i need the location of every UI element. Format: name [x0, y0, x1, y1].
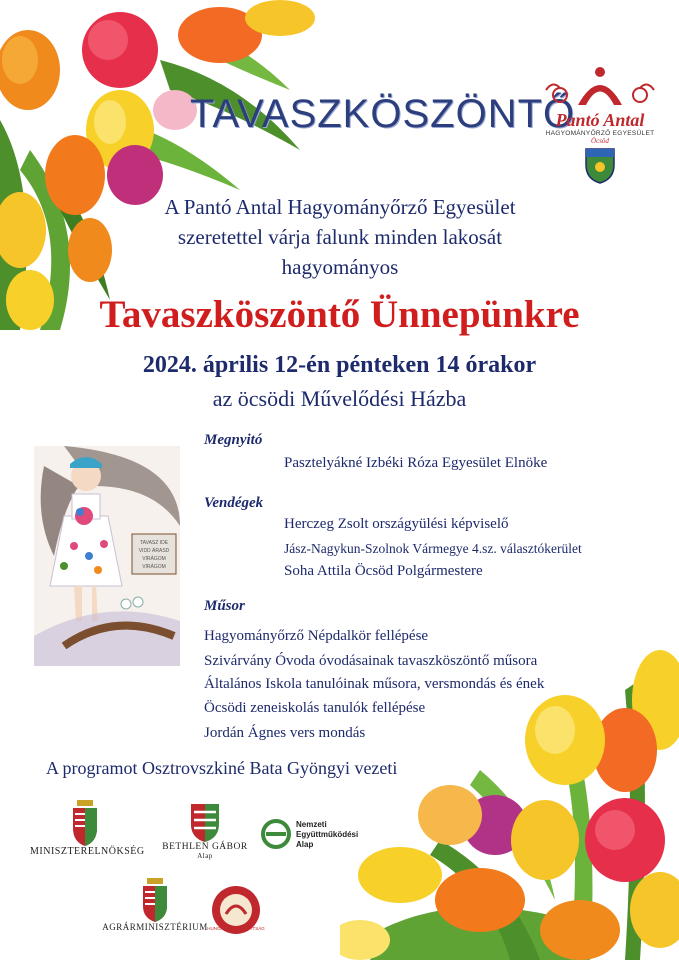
program-guest-line: Jász-Nagykun-Szolnok Vármegye 4.sz. választókerület: [284, 541, 582, 556]
program-show-line: Szivárvány Óvoda óvodásainak tavaszköszöntő műsora: [204, 653, 538, 669]
event-title: Tavaszköszöntő Ünnepünkre: [99, 293, 580, 336]
folk-ornament-icon: [538, 60, 662, 110]
sponsor-logo-bethlen: [160, 802, 250, 860]
folk-girl-illustration: [34, 446, 180, 666]
poster-title: TAVASZKÖSZÖNTŐ: [190, 92, 576, 136]
ministry-pm-label: MINISZTERELNÖKSÉG: [30, 846, 145, 857]
sign-line-1: TAVASZ IDE: [139, 540, 169, 546]
program-show-heading: Műsor: [204, 598, 245, 614]
sponsor-logo-agrar: [100, 878, 210, 932]
sign-line-4: VIRÁGOM: [142, 564, 166, 570]
program-guests-heading: Vendégek: [204, 495, 264, 511]
bethlen-shield-icon: [160, 802, 250, 842]
organizer-line: A programot Osztrovszkiné Bata Gyöngyi vezeti: [46, 758, 398, 778]
nemzeti-line-3: Alap: [296, 840, 314, 849]
nemzeti-fund-icon: [260, 818, 292, 850]
bethlen-sublabel: Alap: [197, 852, 213, 860]
organization-logo: [538, 60, 662, 200]
hungarikum-label: HUNGARIKUM BIZOTTSÁG: [207, 926, 265, 931]
hungarian-coat-of-arms-icon: [30, 800, 140, 846]
sign-line-2: VIDD ÁRASD: [138, 548, 170, 554]
nemzeti-line-1: Nemzeti: [296, 820, 327, 829]
org-logo-name: Pantó Antal: [555, 110, 645, 130]
sponsor-logo-nemzeti: [260, 818, 380, 854]
sign-line-3: VIRÁGOM: [142, 556, 166, 562]
program-show-line: Általános Iskola tanulóinak műsora, versmondás és ének: [204, 676, 545, 692]
program-guest-line: Soha Attila Öcsöd Polgármestere: [284, 563, 483, 579]
bethlen-label: BETHLEN GÁBOR: [162, 842, 248, 852]
program-show-line: Öcsödi zeneiskolás tanulók fellépése: [204, 700, 426, 716]
program-guest-line: Herczeg Zsolt országyülési képviselő: [284, 516, 509, 532]
tulip-bouquet-top-left: [0, 0, 320, 340]
org-logo-place: Öcsöd: [591, 137, 609, 145]
program-show-line: Hagyományőrző Népdalkör fellépése: [204, 628, 429, 644]
village-coat-of-arms-icon: [538, 145, 662, 185]
sponsor-logo-ministry-pm: [30, 800, 145, 857]
sponsor-logo-hungarikum: [207, 884, 265, 936]
intro-line-3: hagyományos: [281, 255, 399, 279]
event-venue: az öcsödi Művelődési Házba: [212, 386, 467, 411]
intro-line-1: A Pantó Antal Hagyományőrző Egyesület: [164, 195, 516, 219]
agrar-label: AGRÁRMINISZTÉRIUM: [102, 922, 208, 932]
intro-line-2: szeretettel várja falunk minden lakosát: [177, 225, 503, 249]
program-show-line: Jordán Ágnes vers mondás: [204, 725, 366, 741]
program-opener-heading: Megnyitó: [204, 432, 263, 448]
event-date: 2024. április 12-én pénteken 14 órakor: [142, 352, 537, 378]
org-logo-subtitle: HAGYOMÁNYŐRZŐ EGYESÜLET: [545, 130, 655, 137]
program-opener-line: Pasztelyákné Izbéki Róza Egyesület Elnöke: [284, 455, 548, 471]
nemzeti-line-2: Együttműködési: [296, 830, 359, 839]
hungarian-coat-of-arms-icon: [100, 878, 210, 922]
